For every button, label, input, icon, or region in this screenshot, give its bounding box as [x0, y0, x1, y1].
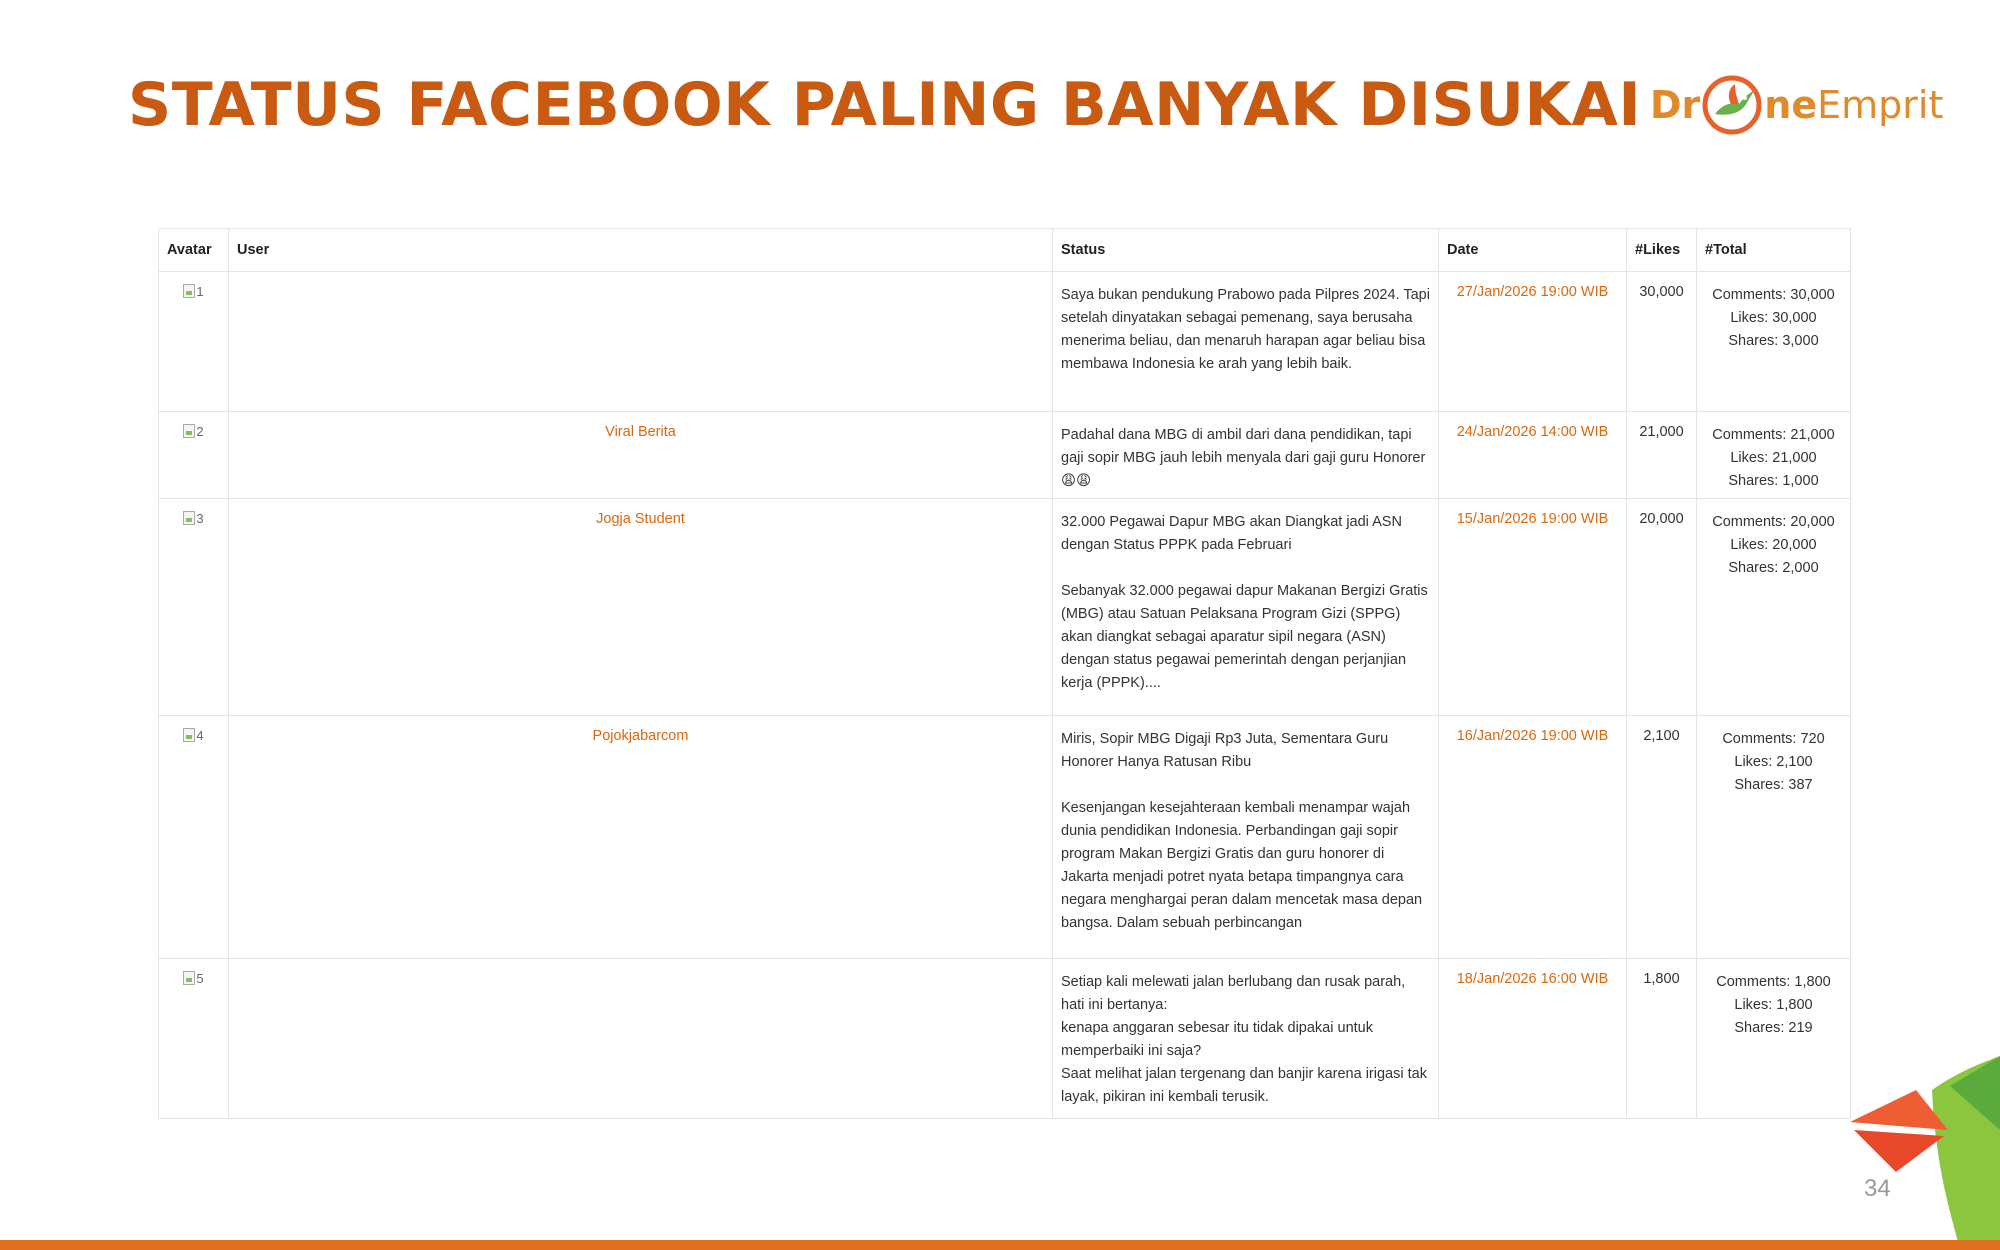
facebook-status-table-container: [158, 228, 1850, 1105]
bottom-accent-bar: [0, 1240, 2000, 1250]
status-cell: Padahal dana MBG di ambil dari dana pendidikan, tapi gaji sopir MBG jauh lebih menyala dari gaji guru Honorer 😩😩: [1053, 412, 1439, 499]
avatar-image: 3: [183, 511, 203, 526]
status-cell: 32.000 Pegawai Dapur MBG akan Diangkat jadi ASN dengan Status PPPK pada Februari Sebanyak 32.000 pegawai dapur Makanan Bergizi Gratis (MBG) atau Satuan Pelaksana Program Gizi (SPPG) akan diangkat sebagai aparatur sipil negara (ASN) dengan status pegawai pemerintah dengan perjanjian kerja (PPPK)....: [1053, 499, 1439, 716]
logo-text-emprit: Emprit: [1817, 83, 1944, 127]
date-link[interactable]: 18/Jan/2026 16:00 WIB: [1439, 959, 1627, 1119]
total-cell: [1697, 412, 1851, 499]
table-row: [159, 499, 1851, 716]
header-status[interactable]: Status: [1053, 229, 1439, 272]
total-shares: Shares: 1,000: [1728, 473, 1819, 489]
status-cell: Miris, Sopir MBG Digaji Rp3 Juta, Sementara Guru Honorer Hanya Ratusan Ribu Kesenjangan kesejahteraan kembali menampar wajah dunia pendidikan Indonesia. Perbandingan gaji sopir program Makan Bergizi Gratis dan guru honorer di Jakarta menjadi potret nyata betapa timpangnya cara negara menghargai peran dalam mencetak masa depan bangsa. Dalam sebuah perbincangan: [1053, 716, 1439, 959]
broken-image-icon: [183, 511, 195, 525]
avatar-image: 1: [183, 284, 203, 299]
avatar-image: 5: [183, 971, 203, 986]
total-cell: [1697, 959, 1851, 1119]
total-shares: Shares: 387: [1734, 777, 1813, 793]
date-link[interactable]: 27/Jan/2026 19:00 WIB: [1439, 272, 1627, 412]
header-user[interactable]: User: [229, 229, 1053, 272]
total-shares: Shares: 219: [1734, 1020, 1813, 1036]
header-likes[interactable]: #Likes: [1627, 229, 1697, 272]
logo-text-dr: Dr: [1650, 83, 1701, 127]
total-comments: Comments: 1,800: [1716, 974, 1831, 990]
likes-cell: 1,800: [1627, 959, 1697, 1119]
date-link[interactable]: 24/Jan/2026 14:00 WIB: [1439, 412, 1627, 499]
avatar-cell: [159, 959, 229, 1119]
user-link[interactable]: Pojokjabarcom: [229, 716, 1053, 959]
total-likes: Likes: 21,000: [1730, 450, 1817, 466]
total-shares: Shares: 3,000: [1728, 333, 1819, 349]
status-cell: Saya bukan pendukung Prabowo pada Pilpres 2024. Tapi setelah dinyatakan sebagai pemenang, saya berusaha menerima beliau, dan menaruh harapan agar beliau bisa membawa Indonesia ke arah yang lebih baik.: [1053, 272, 1439, 412]
avatar-image: 4: [183, 728, 203, 743]
corner-decoration: [1840, 1050, 2000, 1250]
header-avatar[interactable]: Avatar: [159, 229, 229, 272]
total-likes: Likes: 30,000: [1730, 310, 1817, 326]
broken-image-icon: [183, 971, 195, 985]
broken-image-icon: [183, 424, 195, 438]
total-cell: [1697, 499, 1851, 716]
status-cell: Setiap kali melewati jalan berlubang dan rusak parah, hati ini bertanya: kenapa anggaran sebesar itu tidak dipakai untuk memperbaiki ini saja? Saat melihat jalan tergenang dan banjir karena irigasi tak layak, pikiran ini kembali terusik.: [1053, 959, 1439, 1119]
broken-image-icon: [183, 284, 195, 298]
avatar-cell: [159, 716, 229, 959]
user-cell[interactable]: [229, 959, 1053, 1119]
table-row: [159, 716, 1851, 959]
bird-logo-icon: [1701, 74, 1763, 136]
date-link[interactable]: 16/Jan/2026 19:00 WIB: [1439, 716, 1627, 959]
total-comments: Comments: 30,000: [1712, 287, 1835, 303]
date-link[interactable]: 15/Jan/2026 19:00 WIB: [1439, 499, 1627, 716]
red-wing-shape: [1854, 1130, 1944, 1172]
total-cell: [1697, 716, 1851, 959]
table-header-row: [159, 229, 1851, 272]
total-likes: Likes: 1,800: [1734, 997, 1813, 1013]
total-cell: [1697, 272, 1851, 412]
facebook-status-table: [158, 228, 1851, 1119]
likes-cell: 20,000: [1627, 499, 1697, 716]
avatar-cell: [159, 499, 229, 716]
user-link[interactable]: Jogja Student: [229, 499, 1053, 716]
header-total[interactable]: #Total: [1697, 229, 1851, 272]
slide-title: STATUS FACEBOOK PALING BANYAK DISUKAI: [128, 70, 1642, 140]
table-row: [159, 412, 1851, 499]
drone-emprit-logo: [1650, 70, 1944, 140]
total-likes: Likes: 20,000: [1730, 537, 1817, 553]
table-row: [159, 959, 1851, 1119]
table-row: [159, 272, 1851, 412]
total-likes: Likes: 2,100: [1734, 754, 1813, 770]
user-cell[interactable]: [229, 272, 1053, 412]
likes-cell: 30,000: [1627, 272, 1697, 412]
likes-cell: 21,000: [1627, 412, 1697, 499]
total-comments: Comments: 720: [1722, 731, 1825, 747]
likes-cell: 2,100: [1627, 716, 1697, 959]
total-shares: Shares: 2,000: [1728, 560, 1819, 576]
avatar-image: 2: [183, 424, 203, 439]
avatar-cell: [159, 412, 229, 499]
user-link[interactable]: Viral Berita: [229, 412, 1053, 499]
avatar-cell: [159, 272, 229, 412]
logo-text-ne: ne: [1764, 83, 1818, 127]
header-date[interactable]: Date: [1439, 229, 1627, 272]
total-comments: Comments: 21,000: [1712, 427, 1835, 443]
total-comments: Comments: 20,000: [1712, 514, 1835, 530]
broken-image-icon: [183, 728, 195, 742]
page-number: 34: [1864, 1175, 1891, 1202]
